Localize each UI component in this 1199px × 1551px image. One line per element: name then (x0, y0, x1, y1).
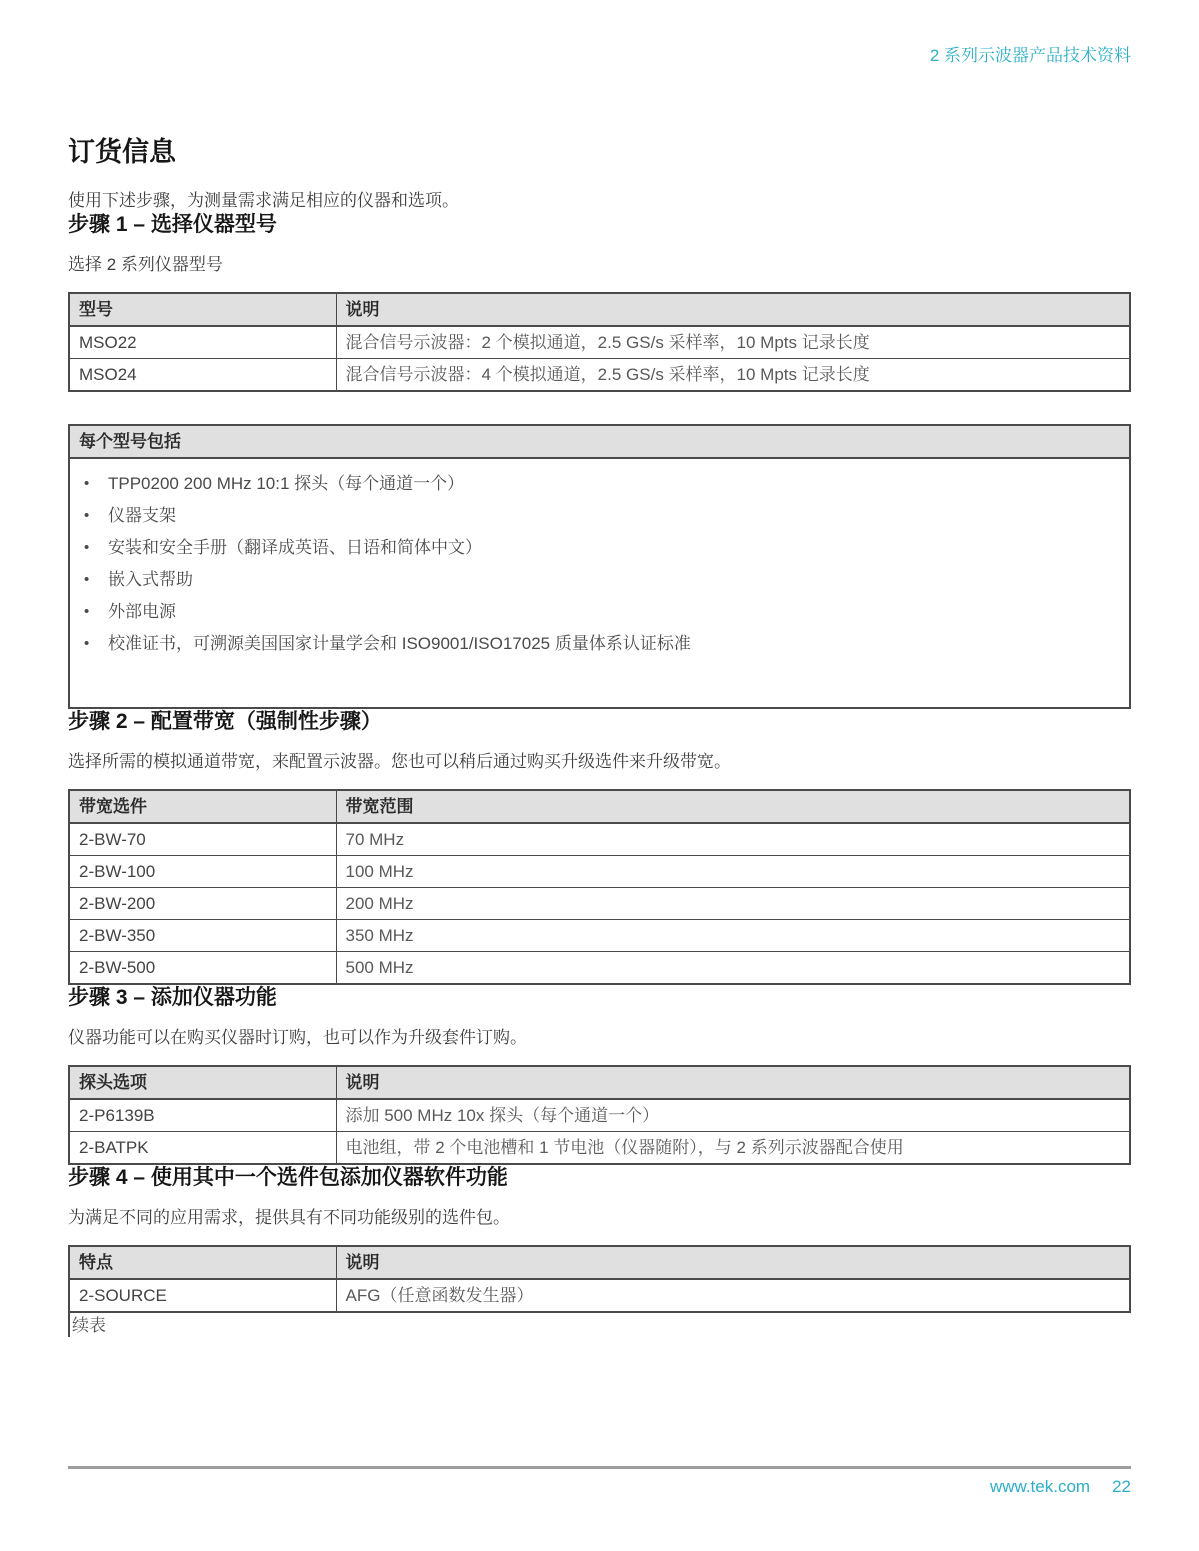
table-row (69, 856, 1130, 888)
column-header: 带宽范围 (336, 790, 1130, 823)
running-header (68, 46, 1131, 66)
intro-paragraph: 使用下述步骤，为测量需求满足相应的仪器和选项。 (68, 191, 459, 210)
column-header: 带宽选件 (69, 790, 336, 823)
column-header: 说明 (336, 293, 1130, 326)
description-cell: AFG（任意函数发生器） (336, 1279, 1130, 1312)
list-item: • 嵌入式帮助 (80, 569, 1119, 591)
list-item: • 仪器支架 (80, 505, 1119, 527)
description-cell: 添加 500 MHz 10x 探头（每个通道一个） (336, 1099, 1130, 1132)
step-4-description: 为满足不同的应用需求，提供具有不同功能级别的选件包。 (68, 1208, 510, 1227)
column-header: 说明 (336, 1066, 1130, 1099)
page-title: 订货信息 (68, 137, 176, 167)
step-2-description: 选择所需的模拟通道带宽，来配置示波器。您也可以稍后通过购买升级选件来升级带宽。 (68, 752, 731, 771)
option-cell: 2-BW-70 (69, 823, 336, 856)
table-row (69, 326, 1130, 359)
model-cell: MSO24 (69, 359, 336, 392)
table-header-row (69, 1246, 1130, 1279)
model-table (68, 292, 1131, 392)
option-cell: 2-P6139B (69, 1099, 336, 1132)
column-header: 探头选项 (69, 1066, 336, 1099)
table-row (69, 920, 1130, 952)
option-cell: 2-SOURCE (69, 1279, 336, 1312)
step-3-description: 仪器功能可以在购买仪器时订购，也可以作为升级套件订购。 (68, 1028, 527, 1047)
step-1-heading: 步骤 1 – 选择仪器型号 (68, 213, 277, 236)
option-cell: 2-BW-350 (69, 920, 336, 952)
table-row (69, 952, 1130, 985)
range-cell: 500 MHz (336, 952, 1130, 985)
option-cell: 2-BW-200 (69, 888, 336, 920)
table-row (69, 888, 1130, 920)
table-row (69, 1279, 1130, 1312)
step-4-heading: 步骤 4 – 使用其中一个选件包添加仪器软件功能 (68, 1166, 508, 1189)
table-continued-note: 续表 (68, 1313, 192, 1337)
step-1-description: 选择 2 系列仪器型号 (68, 255, 223, 274)
list-item: • 校准证书，可溯源美国国家计量学会和 ISO9001/ISO17025 质量体系认证标准 (80, 633, 1119, 655)
page-content (68, 66, 1131, 1337)
range-cell: 200 MHz (336, 888, 1130, 920)
option-cell: 2-BATPK (69, 1132, 336, 1165)
table-row (69, 359, 1130, 392)
page-footer (68, 1477, 1131, 1497)
table-header-row (69, 293, 1130, 326)
range-cell: 100 MHz (336, 856, 1130, 888)
footer-website-link[interactable]: www.tek.com (989, 1477, 1091, 1496)
description-cell: 电池组，带 2 个电池槽和 1 节电池（仪器随附），与 2 系列示波器配合使用 (336, 1132, 1130, 1165)
bandwidth-table (68, 789, 1131, 985)
includes-box (68, 424, 1131, 709)
range-cell: 70 MHz (336, 823, 1130, 856)
list-item: • 安装和安全手册（翻译成英语、日语和简体中文） (80, 537, 1119, 559)
includes-list (70, 473, 1129, 707)
includes-box-heading: 每个型号包括 (70, 426, 1129, 459)
table-row (69, 823, 1130, 856)
step-3-heading: 步骤 3 – 添加仪器功能 (68, 986, 277, 1009)
range-cell: 350 MHz (336, 920, 1130, 952)
option-cell: 2-BW-100 (69, 856, 336, 888)
feature-table (68, 1245, 1131, 1313)
list-item: • 外部电源 (80, 601, 1119, 623)
table-header-row (69, 1066, 1130, 1099)
table-row (69, 1099, 1130, 1132)
table-header-row (69, 790, 1130, 823)
description-cell: 混合信号示波器：2 个模拟通道，2.5 GS/s 采样率，10 Mpts 记录长度 (336, 326, 1130, 359)
step-2-heading: 步骤 2 – 配置带宽（强制性步骤） (68, 710, 382, 733)
page-number: 22 (1112, 1477, 1131, 1496)
list-item: • TPP0200 200 MHz 10:1 探头（每个通道一个） (80, 473, 1119, 495)
probe-table (68, 1065, 1131, 1165)
description-cell: 混合信号示波器：4 个模拟通道，2.5 GS/s 采样率，10 Mpts 记录长度 (336, 359, 1130, 392)
column-header: 说明 (336, 1246, 1130, 1279)
model-cell: MSO22 (69, 326, 336, 359)
column-header: 特点 (69, 1246, 336, 1279)
option-cell: 2-BW-500 (69, 952, 336, 985)
footer-divider (68, 1466, 1131, 1469)
column-header: 型号 (69, 293, 336, 326)
doc-title: 2 系列示波器产品技术资料 (929, 46, 1131, 65)
table-row (69, 1132, 1130, 1165)
